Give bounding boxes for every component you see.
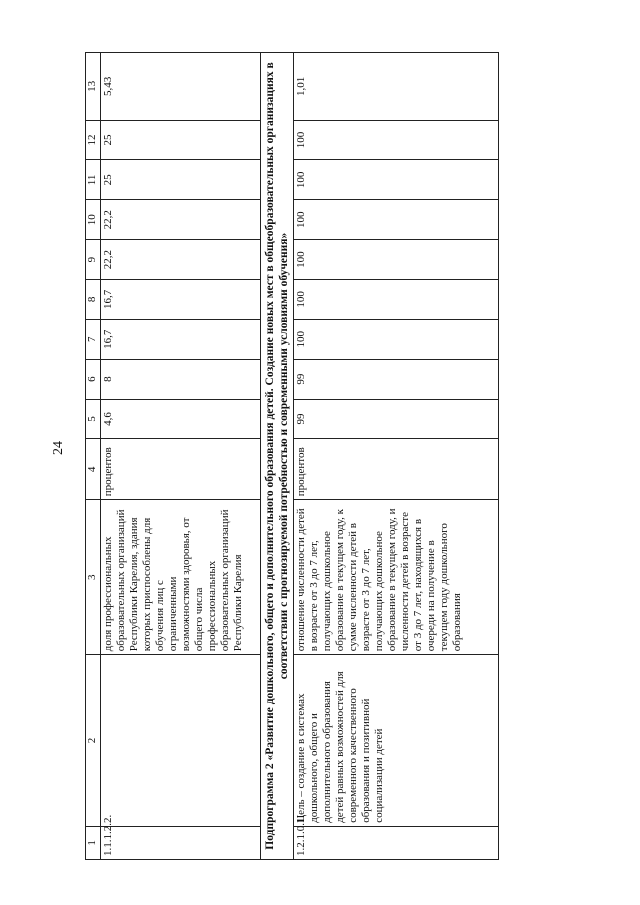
row-value: 25 bbox=[101, 120, 261, 160]
row-value: 1,01 bbox=[294, 53, 499, 121]
row-value: 16,7 bbox=[101, 280, 261, 320]
page-number: 24 bbox=[51, 441, 66, 455]
row-indicator: доля профессиональных образовательных организаций Республики Карелия, здания которых приспособлены для обучения лиц с ограниченными возможностями здоровья, от общего числа профессиональных образовательных организаций Республики Карелия bbox=[101, 500, 261, 655]
indicators-table bbox=[85, 52, 499, 860]
row-value: 22,2 bbox=[101, 200, 261, 240]
header-cell: 12 bbox=[86, 120, 101, 160]
row-indicator: отношение численности детей в возрасте от 3 до 7 лет, получающих дошкольное образование в текущем году, к сумме численности детей в возрасте от 3 до 7 лет, получающих дошкольное образование в текущем году, и численности детей в возрасте от 3 до 7 лет, находящихся в очереди на получение в текущем году дошкольного образования bbox=[294, 500, 499, 655]
header-cell: 4 bbox=[86, 439, 101, 500]
header-cell: 9 bbox=[86, 240, 101, 280]
table-row-1-2-1-0-1 bbox=[294, 53, 499, 860]
row-value: 100 bbox=[294, 160, 499, 200]
table-row-1-1-1-2-2 bbox=[101, 53, 261, 860]
header-cell: 6 bbox=[86, 359, 101, 399]
row-code: 1.1.1.2.2. bbox=[101, 826, 261, 859]
row-unit: процентов bbox=[294, 439, 499, 500]
row-value: 25 bbox=[101, 160, 261, 200]
subprogram-title: Подпрограмма 2 «Развитие дошкольного, общего и дополнительного образования детей. Создание новых мест в общеобразовательных организациях в соответствии с прогнозируемой потребностью и современными условиями обучения» bbox=[261, 53, 294, 860]
row-goal: Цель – создание в системах дошкольного, общего и дополнительного образования детей равных возможностей для современного качественного образования и позитивной социализации детей bbox=[294, 655, 499, 827]
header-cell: 1 bbox=[86, 826, 101, 859]
row-value: 16,7 bbox=[101, 319, 261, 359]
header-cell: 10 bbox=[86, 200, 101, 240]
row-value: 99 bbox=[294, 359, 499, 399]
header-cell: 7 bbox=[86, 319, 101, 359]
row-goal bbox=[101, 655, 261, 827]
header-cell: 5 bbox=[86, 399, 101, 439]
row-unit: процентов bbox=[101, 439, 261, 500]
header-cell: 2 bbox=[86, 655, 101, 827]
row-value: 8 bbox=[101, 359, 261, 399]
row-value: 100 bbox=[294, 319, 499, 359]
header-cell: 8 bbox=[86, 280, 101, 320]
row-value: 100 bbox=[294, 280, 499, 320]
row-value: 99 bbox=[294, 399, 499, 439]
row-value: 100 bbox=[294, 200, 499, 240]
row-value: 100 bbox=[294, 240, 499, 280]
row-code: 1.2.1.0.1. bbox=[294, 826, 499, 859]
header-cell: 3 bbox=[86, 500, 101, 655]
subprogram-row bbox=[261, 53, 294, 860]
row-value: 5,43 bbox=[101, 53, 261, 121]
header-cell: 13 bbox=[86, 53, 101, 121]
indicators-table-rotated bbox=[85, 52, 515, 860]
header-row bbox=[86, 53, 101, 860]
header-cell: 11 bbox=[86, 160, 101, 200]
row-value: 4,6 bbox=[101, 399, 261, 439]
row-value: 22,2 bbox=[101, 240, 261, 280]
row-value: 100 bbox=[294, 120, 499, 160]
